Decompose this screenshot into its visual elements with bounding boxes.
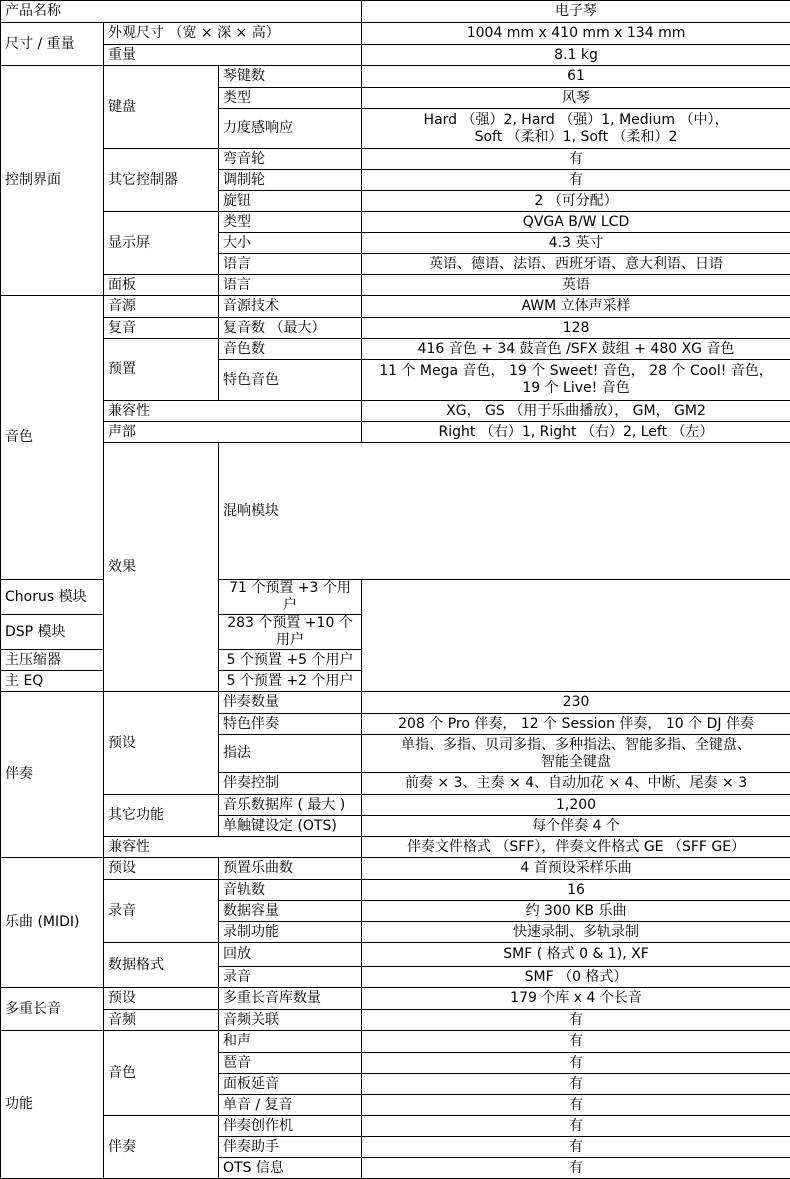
- table-row: [1, 275, 790, 296]
- row-value: [362, 735, 790, 773]
- row-value: 英语: [362, 275, 790, 296]
- subcategory-preset: 预置: [104, 339, 219, 401]
- row-label: 单音 / 复音: [219, 1095, 362, 1116]
- category-effects: 效果: [104, 443, 219, 692]
- table-row: [1, 45, 790, 66]
- row-value: SMF ( 格式 0 & 1), XF: [362, 943, 790, 967]
- subcategory-source: 音源: [104, 296, 219, 318]
- table-row: [1, 296, 790, 318]
- row-label: 大小: [219, 233, 362, 254]
- row-value: [362, 360, 790, 401]
- row-label: 琶音: [219, 1053, 362, 1074]
- row-label: 弯音轮: [219, 149, 362, 170]
- row-value: QVGA B/W LCD: [362, 212, 790, 233]
- row-value: 230: [362, 692, 790, 714]
- subcategory-voices: 音色: [104, 1031, 219, 1116]
- row-value: 每个伴奏 4 个: [362, 816, 790, 837]
- row-value: 有: [362, 170, 790, 191]
- subcategory-panel: 面板: [104, 275, 219, 296]
- row-label: DSP 模块: [1, 615, 219, 650]
- category-control: 控制界面: [1, 66, 104, 296]
- row-label: 音轨数: [219, 880, 362, 901]
- row-label: 力度感响应: [219, 109, 362, 149]
- category-voices: 音色: [1, 296, 104, 580]
- row-label: 指法: [219, 735, 362, 773]
- row-value: [362, 109, 790, 149]
- table-row: [1, 858, 790, 880]
- subcategory-other-controllers: 其它控制器: [104, 149, 219, 212]
- row-value: 快速录制、多轨录制: [362, 922, 790, 943]
- row-value: 283 个预置 +10 个用户: [219, 615, 362, 650]
- row-value: 208 个 Pro 伴奏， 12 个 Session 伴奏， 10 个 DJ 伴奏: [362, 714, 790, 735]
- table-row: [1, 943, 790, 967]
- row-label: 回放: [219, 943, 362, 967]
- subcategory-styles: 伴奏: [104, 1116, 219, 1179]
- subcategory-preset: 预设: [104, 988, 219, 1010]
- row-value: 128: [362, 318, 790, 339]
- row-label: 主压缩器: [1, 650, 219, 671]
- row-label: 录制功能: [219, 922, 362, 943]
- category-functions: 功能: [1, 1031, 104, 1179]
- row-label: 重量: [104, 45, 362, 66]
- row-value-line: 11 个 Mega 音色， 19 个 Sweet! 音色， 28 个 Cool! 音色，: [366, 363, 786, 380]
- header-label: 产品名称: [1, 1, 362, 23]
- subcategory-data-format: 数据格式: [104, 943, 219, 988]
- row-label: 音频关联: [219, 1010, 362, 1031]
- row-value: SMF （0 格式）: [362, 967, 790, 988]
- row-value: 有: [362, 1137, 790, 1158]
- row-value-line: Soft （柔和）1, Soft （柔和）2: [366, 129, 786, 146]
- row-value: 有: [362, 1158, 790, 1179]
- row-label: 预置乐曲数: [219, 858, 362, 880]
- table-row: [1, 1, 790, 23]
- row-value: 有: [362, 1010, 790, 1031]
- row-label: 兼容性: [104, 837, 362, 858]
- row-label: 调制轮: [219, 170, 362, 191]
- row-label: 旋钮: [219, 191, 362, 212]
- row-value: 有: [362, 149, 790, 170]
- table-row: [1, 615, 790, 650]
- category-size-weight: 尺寸 / 重量: [1, 23, 104, 66]
- row-label: 面板延音: [219, 1074, 362, 1095]
- row-value: 有: [362, 1074, 790, 1095]
- row-label: 语言: [219, 275, 362, 296]
- row-value: 有: [362, 1116, 790, 1137]
- row-label: 琴键数: [219, 66, 362, 88]
- row-label: 伴奏控制: [219, 773, 362, 795]
- row-label: 兼容性: [104, 401, 362, 422]
- row-value: 16: [362, 880, 790, 901]
- row-value: 有: [362, 1053, 790, 1074]
- table-row: [1, 580, 790, 615]
- table-row: [1, 671, 790, 692]
- table-row: [1, 650, 790, 671]
- row-value: 1,200: [362, 795, 790, 816]
- table-row: [1, 880, 790, 901]
- row-value: AWM 立体声采样: [362, 296, 790, 318]
- row-value: 5 个预置 +2 个用户: [219, 671, 362, 692]
- table-row: [1, 795, 790, 816]
- subcategory-preset: 预设: [104, 858, 219, 880]
- row-value: 伴奏文件格式 （SFF），伴奏文件格式 GE （SFF GE）: [362, 837, 790, 858]
- table-row: [1, 988, 790, 1010]
- subcategory-polyphony: 复音: [104, 318, 219, 339]
- row-label: 伴奏助手: [219, 1137, 362, 1158]
- row-label: 数据容量: [219, 901, 362, 922]
- row-value: 4.3 英寸: [362, 233, 790, 254]
- subcategory-audio: 音频: [104, 1010, 219, 1031]
- row-label: 音源技术: [219, 296, 362, 318]
- row-label: 单触键设定 (OTS): [219, 816, 362, 837]
- row-label: 音色数: [219, 339, 362, 360]
- row-label: 伴奏创作机: [219, 1116, 362, 1137]
- subcategory-keyboard: 键盘: [104, 66, 219, 149]
- row-value-line: 单指、多指、贝司多指、多种指法、智能多指、全键盘、: [366, 737, 786, 754]
- subcategory-display: 显示屏: [104, 212, 219, 275]
- table-row: [1, 443, 790, 580]
- row-label: 类型: [219, 212, 362, 233]
- table-row: [1, 318, 790, 339]
- row-value: 61: [362, 66, 790, 88]
- category-songs: 乐曲 (MIDI): [1, 858, 104, 988]
- row-value: 前奏 × 3、主奏 × 4、自动加花 × 4、中断、尾奏 × 3: [362, 773, 790, 795]
- row-value-line: Hard （强）2, Hard （强）1, Medium （中），: [366, 112, 786, 129]
- row-value: 416 音色 + 34 鼓音色 /SFX 鼓组 + 480 XG 音色: [362, 339, 790, 360]
- row-label: Chorus 模块: [1, 580, 219, 615]
- table-row: [1, 1010, 790, 1031]
- row-value: 8.1 kg: [362, 45, 790, 66]
- row-label: 录音: [219, 967, 362, 988]
- row-value: 1004 mm x 410 mm x 134 mm: [362, 23, 790, 45]
- row-label: 和声: [219, 1031, 362, 1053]
- row-value: XG， GS （用于乐曲播放）， GM， GM2: [362, 401, 790, 422]
- table-row: [1, 212, 790, 233]
- row-value: 英语、德语、法语、西班牙语、意大利语、日语: [362, 254, 790, 275]
- row-value: Right （右）1, Right （右）2, Left （左）: [362, 422, 790, 443]
- row-label: 主 EQ: [1, 671, 219, 692]
- row-label: 混响模块: [219, 443, 790, 580]
- row-label: 复音数 （最大）: [219, 318, 362, 339]
- table-row: [1, 837, 790, 858]
- row-label: 语言: [219, 254, 362, 275]
- row-value: 71 个预置 +3 个用户: [219, 580, 362, 615]
- row-label: 多重长音库数量: [219, 988, 362, 1010]
- subcategory-recording: 录音: [104, 880, 219, 943]
- row-value: 约 300 KB 乐曲: [362, 901, 790, 922]
- table-row: [1, 1116, 790, 1137]
- table-row: [1, 1031, 790, 1053]
- category-styles: 伴奏: [1, 692, 104, 858]
- row-value: 5 个预置 +5 个用户: [219, 650, 362, 671]
- row-value-line: 智能全键盘: [366, 754, 786, 771]
- row-value: 有: [362, 1095, 790, 1116]
- table-row: [1, 339, 790, 360]
- row-label: 特色音色: [219, 360, 362, 401]
- row-label: 伴奏数量: [219, 692, 362, 714]
- row-value: 4 首预设采样乐曲: [362, 858, 790, 880]
- row-label: 特色伴奏: [219, 714, 362, 735]
- row-label: 类型: [219, 88, 362, 109]
- row-value-line: 19 个 Live! 音色: [366, 380, 786, 397]
- table-row: [1, 66, 790, 88]
- row-value: 179 个库 x 4 个长音: [362, 988, 790, 1010]
- row-label: 声部: [104, 422, 362, 443]
- row-value: 2 （可分配）: [362, 191, 790, 212]
- table-row: [1, 422, 790, 443]
- category-multipad: 多重长音: [1, 988, 104, 1031]
- table-row: [1, 149, 790, 170]
- row-label: 音乐数据库 ( 最大 ): [219, 795, 362, 816]
- subcategory-preset: 预设: [104, 692, 219, 795]
- row-label: OTS 信息: [219, 1158, 362, 1179]
- header-value: 电子琴: [362, 1, 790, 23]
- table-row: [1, 692, 790, 714]
- table-row: [1, 23, 790, 45]
- row-value: 风琴: [362, 88, 790, 109]
- row-value: 有: [362, 1031, 790, 1053]
- subcategory-other-functions: 其它功能: [104, 795, 219, 837]
- table-row: [1, 401, 790, 422]
- row-label: 外观尺寸 （宽 × 深 × 高）: [104, 23, 362, 45]
